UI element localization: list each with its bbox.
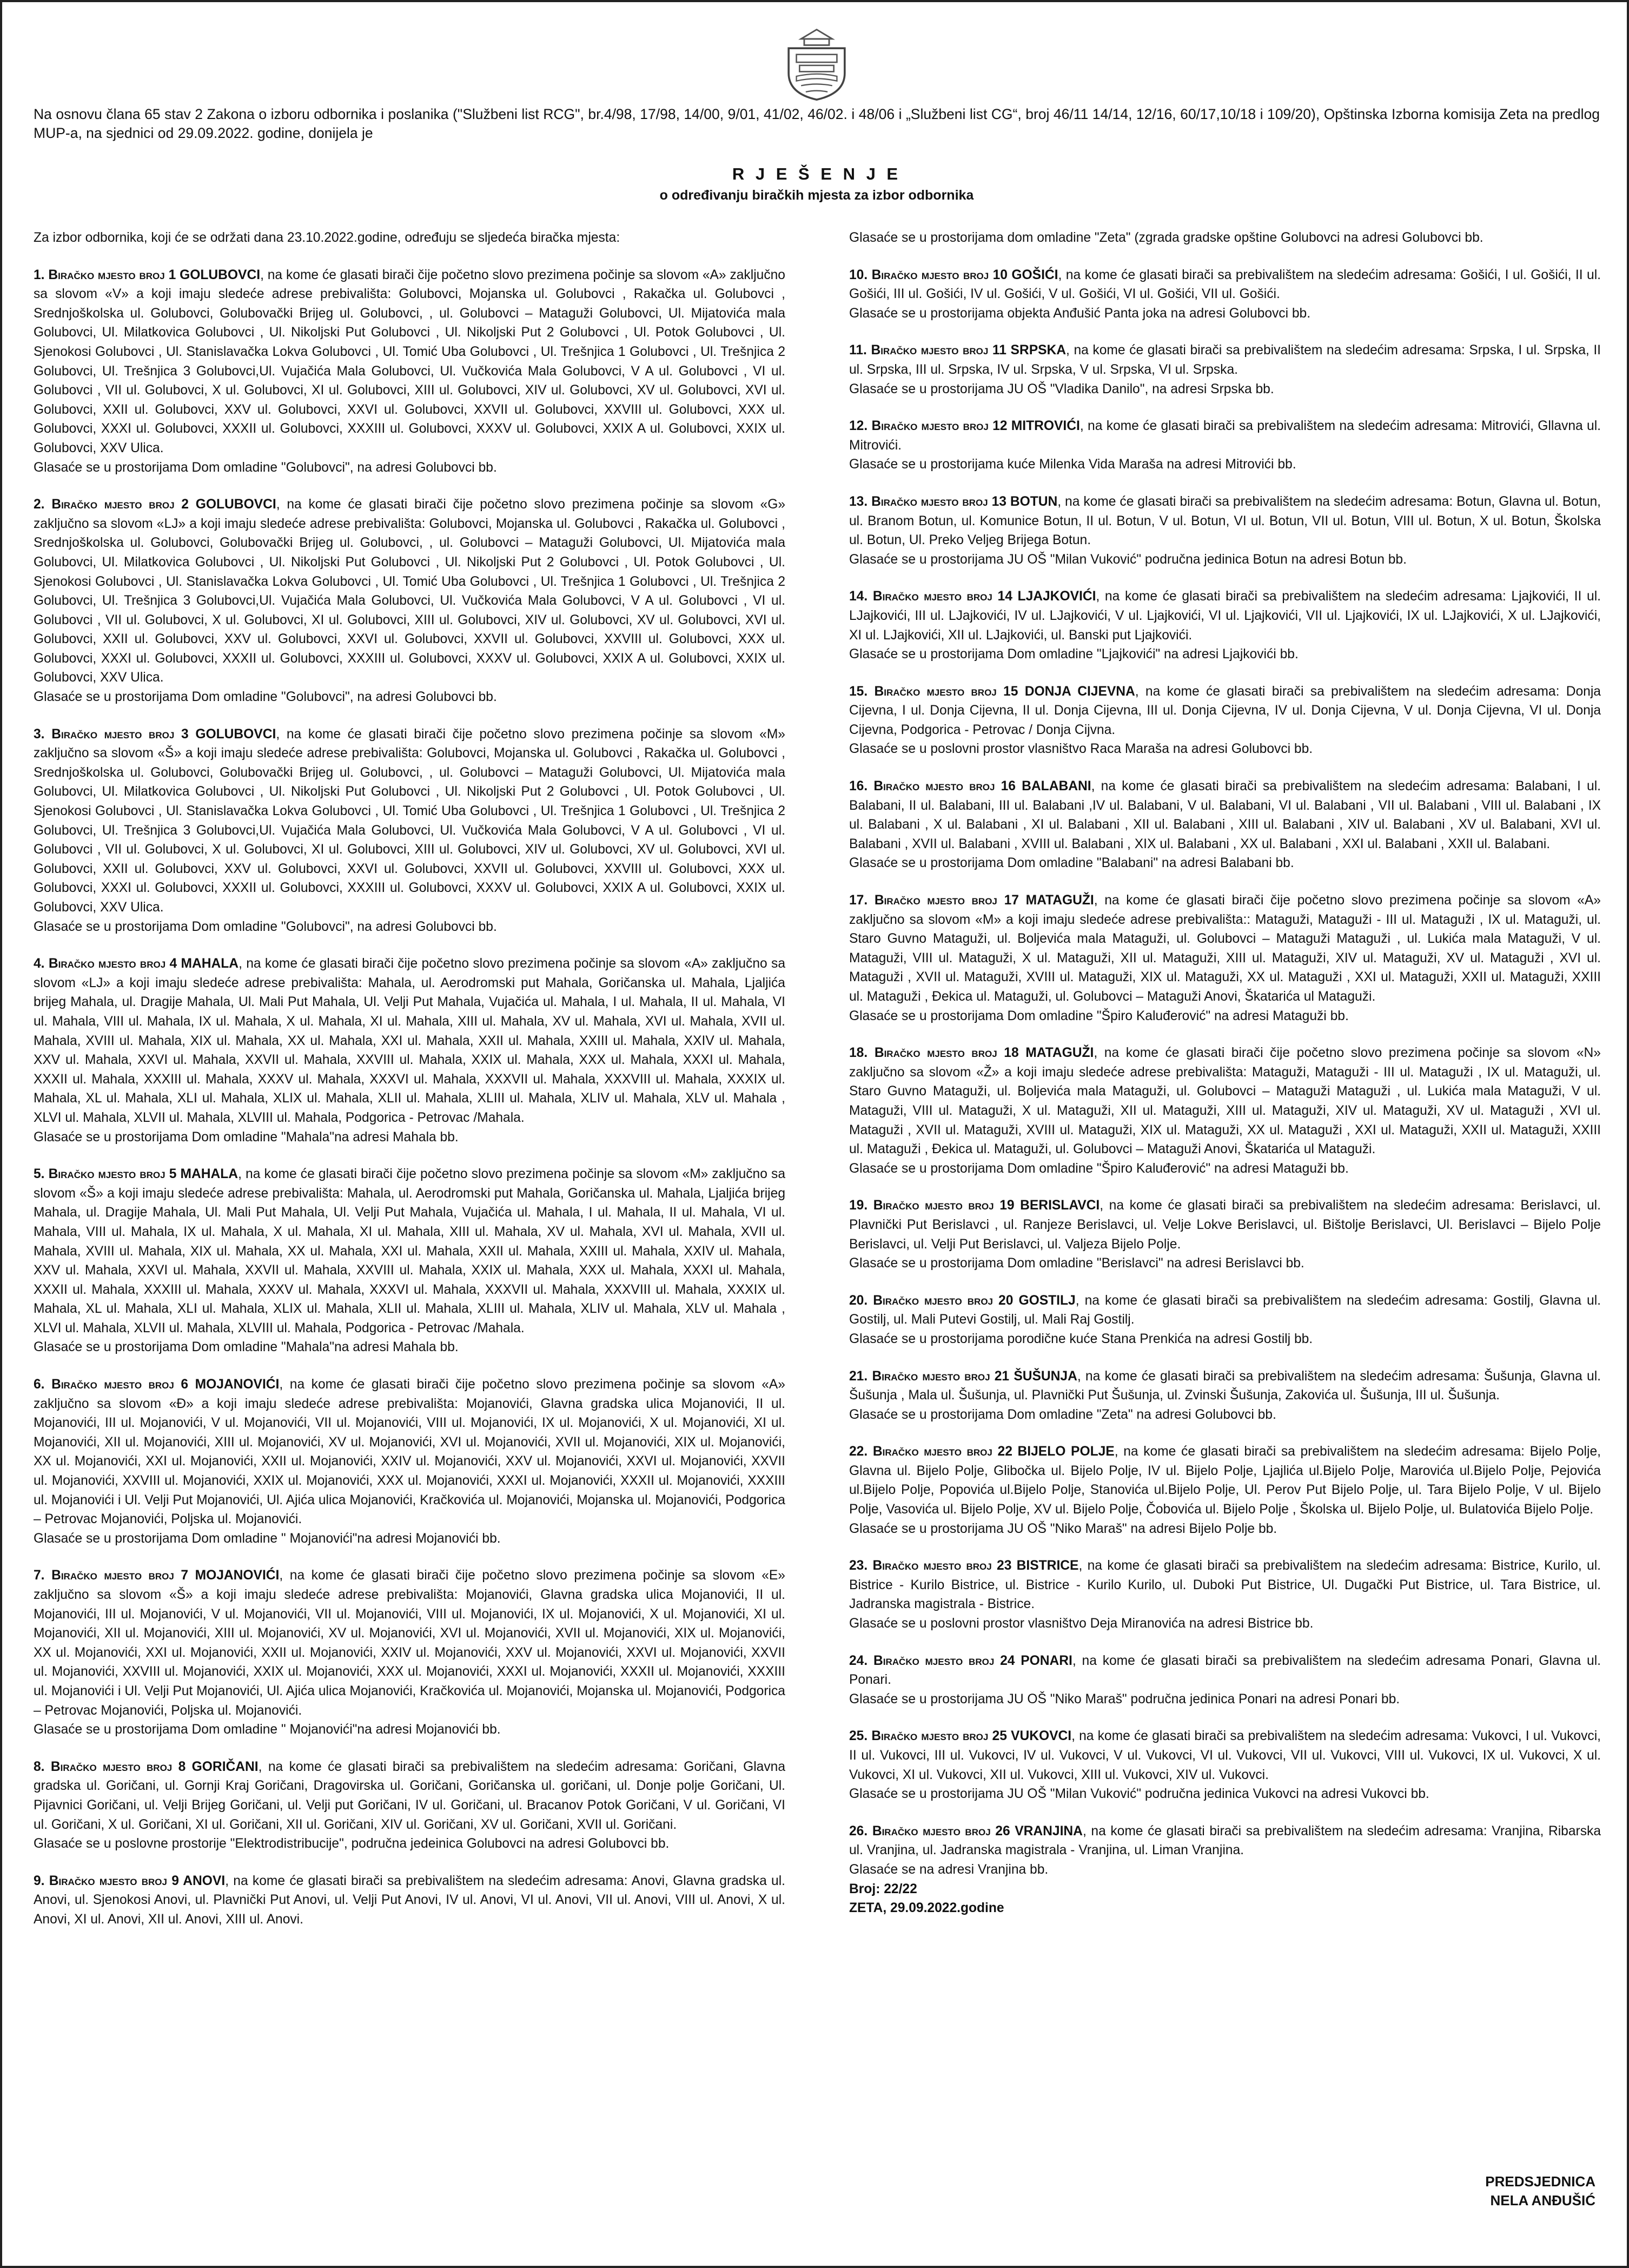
item-number: 9. <box>34 1873 45 1888</box>
polling-station-item <box>849 587 1601 664</box>
item-number: 17. <box>849 893 868 908</box>
item-number: 25. <box>849 1729 868 1744</box>
polling-station-addresses: , na kome će glasati birači sa prebivalištem na sledećim adresama: Anovi, Glavna gradska ul. Anovi, ul. Sjenokosi Anovi, ul. Plavnički Put Anovi, ul. Velji Put Anovi, IV ul. Anovi, VI ul. Anovi, VII ul. Anovi, VIII ul. Anovi, X ul. Anovi, XI ul. Anovi, XII ul. Anovi, XIII ul. Anovi. <box>34 1873 786 1927</box>
document-title: R J E Š E N J E <box>732 164 902 183</box>
polling-station-venue: Glasaće se u prostorijama Dom omladine "Mahala"na adresi Mahala bb. <box>34 1129 459 1145</box>
polling-station-heading: Biračko mjesto broj 23 BISTRICE <box>872 1558 1079 1573</box>
left-items <box>34 266 785 1929</box>
polling-station-addresses: , na kome će glasati birači sa prebivalištem na sledećim adresama: Mitrovići, Gllavna ul. Mitrovići. <box>849 419 1601 453</box>
polling-station-heading: Biračko mjesto broj 2 GOLUBOVCI <box>51 497 276 512</box>
polling-station-item <box>849 1367 1601 1425</box>
polling-station-heading: Biračko mjesto broj 12 MITROVIĆI <box>871 419 1080 434</box>
polling-station-addresses: , na kome će glasati birači sa prebivalištem na sledećim adresama: Donja Cijevna, I ul. Donja Cijevna, II ul. Donja Cijevna, III ul. Donja Cijevna, IV ul. Donja Cijevna, V ul. Donja Cijevna, VI ul. Donja Cijevna, Podgorica - Petrovac / Donja Cijvna. <box>849 684 1601 737</box>
polling-station-item <box>849 1727 1601 1803</box>
item-number: 18. <box>849 1046 868 1061</box>
polling-station-addresses: , na kome će glasati birači čije početno slovo prezimena počinje sa slovom «M» zaključno sa slovom «Š» a koji imaju sledeće adrese prebivališta: Mahala, ul. Aerodromski put Mahala, Goričanska ul. Mahala, Ljaljića brijeg Mahala, ul. Dragije Mahala, Ul. Mali Put Mahala, Ul. Velji Put Mahala, Vujačića ul. Mahala, I ul. Mahala, II ul. Mahala, VI ul. Mahala, VIII ul. Mahala, IX ul. Mahala, X ul. Mahala, XI ul. Mahala, XIII ul. Mahala, XV ul. Mahala, XVI ul. Mahala, XVII ul. Mahala, XVIII ul. Mahala, XIX ul. Mahala, XX ul. Mahala, XXI ul. Mahala, XXII ul. Mahala, XXIII ul. Mahala, XXIV ul. Mahala, XXV ul. Mahala, XXVI ul. Mahala, XXVII ul. Mahala, XXVIII ul. Mahala, XXIX ul. Mahala, XXX ul. Mahala, XXXI ul. Mahala, XXXII ul. Mahala, XXXIII ul. Mahala, XXXV ul. Mahala, XXXVI ul. Mahala, XXXVII ul. Mahala, XXXVIII ul. Mahala, XXXIX ul. Mahala, XL ul. Mahala, XLI ul. Mahala, XLIX ul. Mahala, XLII ul. Mahala, XLIII ul. Mahala, XLIV ul. Mahala, XLV ul. Mahala , XLVI ul. Mahala, XLVII ul. Mahala, XLVIII ul. Mahala, Podgorica - Petrovac /Mahala. <box>34 1167 786 1335</box>
polling-station-venue: Glasaće se u prostorijama Dom omladine "Berislavci" na adresi Berislavci bb. <box>849 1256 1304 1271</box>
item-number: 15. <box>849 684 868 699</box>
item-number: 13. <box>849 494 868 509</box>
polling-station-heading: Biračko mjesto broj 16 BALABANI <box>873 779 1091 794</box>
lead-text: Za izbor odbornika, koji će se održati dana 23.10.2022.godine, određuju se sljedeća biračka mjesta: <box>34 230 620 245</box>
polling-station-heading: Biračko mjesto broj 24 PONARI <box>873 1653 1072 1668</box>
item-number: 24. <box>849 1653 868 1668</box>
polling-station-item <box>34 1375 785 1548</box>
polling-station-addresses: , na kome će glasati birači sa prebivalištem na sledećim adresama: Balabani, I ul. Balabani, II ul. Balabani, III ul. Balabani ,IV ul. Balabani, V ul. Balabani, VI ul. Balabani , VII ul. Balabani , VIII ul. Balabani , IX ul. Balabani , X ul. Balabani , XI ul. Balabani , XII ul. Balabani , XIII ul. Balabani , XIV ul. Balabani , XV ul. Balabani, XVI ul. Balabani , XVII ul. Balabani , XVIII ul. Balabani , XIX ul. Balabani , XX ul. Balabani , XXI ul. Balabani , XXII ul. Balabani. <box>849 779 1601 851</box>
polling-station-heading: Biračko mjesto broj 15 DONJA CIJEVNA <box>874 684 1135 699</box>
polling-station-heading: Biračko mjesto broj 26 VRANJINA <box>872 1823 1083 1839</box>
item-number: 11. <box>849 343 867 358</box>
right-items <box>849 266 1601 1880</box>
polling-station-item <box>34 1165 785 1357</box>
polling-station-venue: Glasaće se u prostorijama JU OŠ "Milan Vuković" područna jedinica Botun na adresi Botun bb. <box>849 552 1407 567</box>
coat-of-arms-emblem <box>778 24 856 104</box>
polling-station-addresses: , na kome će glasati birači čije početno slovo prezimena počinje sa slovom «A» zaključno sa slovom «LJ» a koji imaju sledeće adrese prebivališta: Mahala, ul. Aerodromski put Mahala, Goričanska ul. Mahala, Ljaljića brijeg Mahala, ul. Dragije Mahala, Ul. Mali Put Mahala, Ul. Velji Put Mahala, Vujačića ul. Mahala, I ul. Mahala, II ul. Mahala, VI ul. Mahala, VIII ul. Mahala, IX ul. Mahala, X ul. Mahala, XI ul. Mahala, XIII ul. Mahala, XV ul. Mahala, XVI ul. Mahala, XVII ul. Mahala, XVIII ul. Mahala, XIX ul. Mahala, XX ul. Mahala, XXI ul. Mahala, XXII ul. Mahala, XXIII ul. Mahala, XXIV ul. Mahala, XXV ul. Mahala, XXVI ul. Mahala, XXVII ul. Mahala, XXVIII ul. Mahala, XXIX ul. Mahala, XXX ul. Mahala, XXXI ul. Mahala, XXXII ul. Mahala, XXXIII ul. Mahala, XXXV ul. Mahala, XXXVI ul. Mahala, XXXVII ul. Mahala, XXXVIII ul. Mahala, XXXIX ul. Mahala, XL ul. Mahala, XLI ul. Mahala, XLIX ul. Mahala, XLII ul. Mahala, XLIII ul. Mahala, XLIV ul. Mahala, XLV ul. Mahala , XLVI ul. Mahala, XLVII ul. Mahala, XLVIII ul. Mahala, Podgorica - Petrovac /Mahala. <box>34 956 785 1125</box>
polling-station-item <box>849 1442 1601 1538</box>
item-number: 21. <box>849 1368 868 1384</box>
polling-station-heading: Biračko mjesto broj 6 MOJANOVIĆI <box>51 1377 280 1392</box>
polling-station-addresses: , na kome će glasati birači sa prebivalištem na sledećim adresama: Bistrice, Kurilo, ul. Bistrice - Kurilo Bistrice, ul. Bistrice - Kurilo Kurilo, ul. Duboki Put Bistrice, Ul. Dugački Put Bistrice, ul. Tara Bistrice, ul. Jadranska magistrala - Bistrice. <box>849 1558 1601 1612</box>
polling-station-heading: Biračko mjesto broj 14 LJAJKOVIĆI <box>872 589 1096 604</box>
polling-station-addresses: , na kome će glasati birači sa prebivalištem na sledećim adresama: Vukovci, I ul. Vukovci, II ul. Vukovci, III ul. Vukovci, IV ul. Vukovci, V ul. Vukovci, VI ul. Vukovci, VII ul. Vukovci, VIII ul. Vukovci, IX ul. Vukovci, X ul. Vukovci, XI ul. Vukovci, XII ul. Vukovci, XIII ul. Vukovci, XIV ul. Vukovci. <box>849 1729 1601 1782</box>
item-number: 10. <box>849 267 868 282</box>
polling-station-heading: Biračko mjesto broj 8 GORIČANI <box>50 1759 259 1774</box>
polling-station-item <box>849 1651 1601 1709</box>
polling-station-venue: Glasaće se u prostorijama kuće Milenka Vida Maraša na adresi Mitrovići bb. <box>849 457 1296 472</box>
polling-station-venue: Glasaće se u prostorijama Dom omladine "Golubovci", na adresi Golubovci bb. <box>34 690 497 705</box>
right-column <box>849 228 1601 1918</box>
polling-station-venue: Glasaće se u prostorijama Dom omladine "Zeta" na adresi Golubovci bb. <box>849 1407 1276 1422</box>
polling-station-addresses: , na kome će glasati birači sa prebivalištem na sledećim adresama Ponari, Glavna ul. Ponari. <box>849 1653 1601 1688</box>
polling-station-heading: Biračko mjesto broj 25 VUKOVCI <box>871 1729 1072 1744</box>
polling-station-venue: Glasaće se u prostorijama JU OŠ "Niko Maraš" područna jedinica Ponari na adresi Ponari bb. <box>849 1691 1400 1707</box>
left-column <box>34 228 785 1947</box>
item-number: 8. <box>34 1759 45 1774</box>
polling-station-addresses: , na kome će glasati birači čije početno slovo prezimena počinje sa slovom «A» zaključno sa slovom «M» a koji imaju sledeće adrese prebivališta:: Mataguži, Mataguži - III ul. Mataguži , IX ul. Mataguži, ul. Staro Guvno Mataguži, ul. Boljevića mala Mataguži, ul. Golubovci – Mataguži Mataguži , ul. Lukića mala Mataguži, V ul. Mataguži, VIII ul. Mataguži, X ul. Mataguži, XII ul. Mataguži, XIII ul. Mataguži, XIV ul. Mataguži, XV ul. Mataguži , XVI ul. Mataguži , XVII ul. Mataguži, XVIII ul. Mataguži, XIX ul. Mataguži, XX ul. Mataguži , XXI ul. Mataguži, XXII ul. Mataguži, XXIII ul. Mataguži , Đekica ul. Mataguži, ul. Golubovci – Mataguži Anovi, Škatarića ul Mataguži. <box>849 893 1601 1004</box>
polling-station-venue: Glasaće se u prostorijama JU OŠ "Vladika Danilo", na adresi Srpska bb. <box>849 381 1274 396</box>
decision-number: Broj: 22/22 <box>849 1881 917 1896</box>
item-number: 23. <box>849 1558 868 1573</box>
item-number: 12. <box>849 419 868 434</box>
signature-title: PREDSJEDNICA <box>1485 2173 1595 2190</box>
continued-venue: Glasaće se u prostorijama dom omladine "Zeta" (zgrada gradske opštine Golubovci na adresi Golubovci bb. <box>849 230 1484 245</box>
item-number: 7. <box>34 1568 45 1583</box>
polling-station-venue: Glasaće se u prostorijama objekta Anđušić Panta joka na adresi Golubovci bb. <box>849 306 1311 321</box>
intro-paragraph: Na osnovu člana 65 stav 2 Zakona o izboru odbornika i poslanika ("Službeni list RCG", br.4/98, 17/98, 14/00, 9/01, 41/02, 46/02. i 48/06 i „Službeni list CG“, broj 46/11 14/14, 12/16, 60/17,10/18 i 109/20), Opštinska Izborna komisija Zeta na predlog MUP-a, na sjednici od 29.09.2022. godine, donijela je <box>34 106 1600 141</box>
polling-station-item <box>849 341 1601 399</box>
polling-station-heading: Biračko mjesto broj 5 MAHALA <box>48 1167 239 1182</box>
item-number: 5. <box>34 1167 45 1182</box>
polling-station-addresses: , na kome će glasati birači čije početno slovo prezimena počinje sa slovom «E» zaključno sa slovom «Š» a koji imaju sledeće adrese prebivališta: Mojanovići, Glavna gradska ulica Mojanovići, II ul. Mojanovići, III ul. Mojanovići, V ul. Mojanovići, VII ul. Mojanovići, VIII ul. Mojanovići, IX ul. Mojanovići, X ul. Mojanovići, XI ul. Mojanovići, XII ul. Mojanovići, XIII ul. Mojanovići, XV ul. Mojanovići, XVI ul. Mojanovići, XVII ul. Mojanovići, XIX ul. Mojanovići, XX ul. Mojanovići, XXI ul. Mojanovići, XXII ul. Mojanovići, XXIV ul. Mojanovići, XXV ul. Mojanovići, XXVI ul. Mojanovići, XXVII ul. Mojanovići, XXVIII ul. Mojanovići, XXIX ul. Mojanovići, XXX ul. Mojanovići, XXXI ul. Mojanovići, XXXII ul. Mojanovići, XXXIII ul. Mojanovići i Ul. Velji Put Mojanovići, Ul. Ajića ulica Mojanovići, Kračkovića ul. Mojanovići, Mojanska ul. Mojanovići, Podgorica – Petrovac Mojanovići, Poljska ul. Mojanovići. <box>34 1568 785 1718</box>
polling-station-addresses: , na kome će glasati birači sa prebivalištem na sledećim adresama: Botun, Glavna ul. Botun, ul. Branom Botun, ul. Komunice Botun, II ul. Botun, V ul. Botun, VI ul. Botun, VII ul. Botun, VIII ul. Botun, X ul. Botun, Školska ul. Botun, Ul. Preko Veljeg Brijega Botun. <box>849 494 1601 548</box>
polling-station-venue: Glasaće se u prostorijama Dom omladine "Golubovci", na adresi Golubovci bb. <box>34 919 497 934</box>
polling-station-heading: Biračko mjesto broj 22 BIJELO POLJE <box>872 1444 1115 1459</box>
polling-station-venue: Glasaće se u prostorijama Dom omladine "Balabani" na adresi Balabani bb. <box>849 856 1294 871</box>
polling-station-addresses: , na kome će glasati birači sa prebivalištem na sledećim adresama: Srpska, I ul. Srpska, II ul. Srpska, III ul. Srpska, IV ul. Srpska, V ul. Srpska, VI ul. Srpska. <box>849 343 1601 377</box>
document-subtitle: o određivanju biračkih mjesta za izbor odbornika <box>659 188 974 203</box>
polling-station-addresses: , na kome će glasati birači sa prebivalištem na sledećim adresama: Gošići, I ul. Gošići, II ul. Gošići, III ul. Gošići, IV ul. Gošići, V ul. Gošići, VI ul. Gošići, VII ul. Gošići. <box>849 267 1601 302</box>
polling-station-venue: Glasaće se u prostorijama Dom omladine " Mojanovići"na adresi Mojanovići bb. <box>34 1722 501 1737</box>
polling-station-addresses: , na kome će glasati birači čije početno slovo prezimena počinje sa slovom «M» zaključno sa slovom «Š» a koji imaju sledeće adrese prebivališta: Golubovci, Mojanska ul. Golubovci , Rakačka ul. Golubovci , Srednjoškolska ul. Golubovci, Golubovački Brijeg ul. Golubovci, , ul. Golubovci – Mataguži Golubovci, Ul. Mijatovića mala Golubovci, Ul. Milatkovica Golubovci , Ul. Nikoljski Put Golubovci , Ul. Nikoljski Put 2 Golubovci , Ul. Potok Golubovci , Ul. Sjenokosi Golubovci , Ul. Stanislavačka Lokva Golubovci , Ul. Tomić Uba Golubovci , Ul. Trešnjica 1 Golubovci , Ul. Trešnjica 2 Golubovci, Ul. Trešnjica 3 Golubovci,Ul. Vujačića Mala Golubovci, Ul. Vučkovića Mala Golubovci, V A ul. Golubovci , VI ul. Golubovci , VII ul. Golubovci, X ul. Golubovci, XI ul. Golubovci, XIII ul. Golubovci, XIV ul. Golubovci, XV ul. Golubovci, XVI ul. Golubovci, XXII ul. Golubovci, XXV ul. Golubovci, XXVI ul. Golubovci, XXVII ul. Golubovci, XXVIII ul. Golubovci, XXX ul. Golubovci, XXXI ul. Golubovci, XXXII ul. Golubovci, XXXIII ul. Golubovci, XXXV ul. Golubovci, XXIX A ul. Golubovci, XXIX ul. Golubovci, XXV Ulica. <box>34 726 785 915</box>
polling-station-venue: Glasaće se u prostorijama porodične kuće Stana Prenkića na adresi Gostilj bb. <box>849 1331 1313 1346</box>
polling-station-heading: Biračko mjesto broj 20 GOSTILJ <box>873 1293 1076 1308</box>
item-number: 2. <box>34 497 45 512</box>
polling-station-venue: Glasaće se u poslovni prostor vlasništvo Deja Miranovića na adresi Bistrice bb. <box>849 1616 1314 1631</box>
polling-station-heading: Biračko mjesto broj 9 ANOVI <box>49 1873 226 1888</box>
polling-station-item <box>34 1757 785 1854</box>
polling-station-addresses: , na kome će glasati birači čije početno slovo prezimena počinje sa slovom «A» zaključno sa slovom «V» a koji imaju sledeće adrese prebivališta: Golubovci, Mojanska ul. Golubovci , Rakačka ul. Golubovci , Srednjoškolska ul. Golubovci, Golubovački Brijeg ul. Golubovci, , ul. Golubovci – Mataguži Golubovci, Ul. Mijatovića mala Golubovci, Ul. Milatkovica Golubovci , Ul. Nikoljski Put Golubovci , Ul. Nikoljski Put 2 Golubovci , Ul. Potok Golubovci , Ul. Sjenokosi Golubovci , Ul. Stanislavačka Lokva Golubovci , Ul. Tomić Uba Golubovci , Ul. Trešnjica 1 Golubovci , Ul. Trešnjica 2 Golubovci, Ul. Trešnjica 3 Golubovci,Ul. Vujačića Mala Golubovci, Ul. Vučkovića Mala Golubovci, V A ul. Golubovci , VI ul. Golubovci , VII ul. Golubovci, X ul. Golubovci, XI ul. Golubovci, XIII ul. Golubovci, XIV ul. Golubovci, XV ul. Golubovci, XVI ul. Golubovci, XXII ul. Golubovci, XXV ul. Golubovci, XXVI ul. Golubovci, XXVII ul. Golubovci, XXVIII ul. Golubovci, XXX ul. Golubovci, XXXI ul. Golubovci, XXXII ul. Golubovci, XXXIII ul. Golubovci, XXXV ul. Golubovci, XXIX A ul. Golubovci, XXIX ul. Golubovci, XXV Ulica. <box>34 267 785 455</box>
polling-station-venue: Glasaće se u prostorijama Dom omladine "Špiro Kaluđerović" na adresi Mataguži bb. <box>849 1161 1349 1176</box>
polling-station-venue: Glasaće se na adresi Vranjina bb. <box>849 1862 1049 1877</box>
polling-station-venue: Glasaće se u prostorijama JU OŠ "Milan Vuković" područna jedinica Vukovci na adresi Vukovci bb. <box>849 1787 1429 1802</box>
signature-name: NELA ANĐUŠIĆ <box>1490 2192 1595 2209</box>
polling-station-item <box>34 954 785 1147</box>
polling-station-item <box>849 266 1601 323</box>
polling-station-item <box>849 1556 1601 1633</box>
polling-station-item <box>849 1196 1601 1273</box>
polling-station-item <box>849 492 1601 569</box>
item-number: 22. <box>849 1444 868 1459</box>
polling-station-item <box>34 725 785 937</box>
polling-station-venue: Glasaće se u prostorijama Dom omladine "Špiro Kaluđerović" na adresi Mataguži bb. <box>849 1008 1349 1023</box>
polling-station-addresses: , na kome će glasati birači sa prebivalištem na sledećim adresama: Bijelo Polje, Glavna ul. Bijelo Polje, Glibočka ul. Bijelo Polje, IV ul. Bijelo Polje, Ljajlića ul.Bijelo Polje, Marovića ul.Bijelo Polje, Pejovića ul.Bijelo Polje, Popovića ul.Bijelo Polje, Stanovića ul.Bijelo Polje, Ul. Perov Put Bijelo Polje, ul. Tara Bijelo Polje, V ul. Bijelo Polje, Vasovića ul. Bijelo Polje, XV ul. Bijelo Polje, Čobovića ul. Bijelo Polje , Školska ul. Bijelo Polje, ul. Bulatovića Bijelo Polje. <box>849 1444 1601 1517</box>
polling-station-item <box>34 266 785 478</box>
polling-station-addresses: , na kome će glasati birači sa prebivalištem na sledećim adresama: Goričani, Glavna gradska ul. Goričani, ul. Gornji Kraj Goričani, Dragovirska ul. Goričani, Goričanska ul. goričani, ul. Donje polje Goričani, Ul. Pijavnici Goričani, ul. Velji Brijeg Goričani, ul. Velji put Goričani, IV ul. Goričani, ul. Bracanov Potok Goričani, V ul. Goričani, VI ul. Goričani, X ul. Goričani, XI ul. Goričani, XII ul. Goričani, XIV ul. Goričani, XV ul. Goričani, XVII ul. Goričani. <box>34 1759 786 1832</box>
polling-station-item <box>849 1822 1601 1880</box>
polling-station-venue: Glasaće se u poslovni prostor vlasništvo Raca Maraša na adresi Golubovci bb. <box>849 742 1313 757</box>
item-number: 16. <box>849 779 868 794</box>
item-number: 4. <box>34 956 45 971</box>
polling-station-venue: Glasaće se u poslovne prostorije "Elektrodistribucije", područna jedeinica Golubovci na adresi Golubovci bb. <box>34 1836 670 1852</box>
polling-station-venue: Glasaće se u prostorijama Dom omladine "Mahala"na adresi Mahala bb. <box>34 1340 459 1355</box>
item-number: 20. <box>849 1293 868 1308</box>
polling-station-heading: Biračko mjesto broj 17 MATAGUŽI <box>874 893 1094 908</box>
polling-station-item <box>849 891 1601 1026</box>
polling-station-venue: Glasaće se u prostorijama Dom omladine " Mojanovići"na adresi Mojanovići bb. <box>34 1531 501 1546</box>
item-number: 14. <box>849 589 868 604</box>
polling-station-item <box>849 1043 1601 1178</box>
polling-station-heading: Biračko mjesto broj 7 MOJANOVIĆI <box>51 1568 280 1583</box>
polling-station-addresses: , na kome će glasati birači sa prebivalištem na sledećim adresama: Gostilj, Glavna ul. Gostilj, ul. Mali Putevi Gostilj, ul. Mali Raj Gostilj. <box>849 1293 1601 1327</box>
polling-station-item <box>849 682 1601 759</box>
polling-station-venue: Glasaće se u prostorijama Dom omladine "Golubovci", na adresi Golubovci bb. <box>34 460 497 475</box>
place-date: ZETA, 29.09.2022.godine <box>849 1901 1004 1916</box>
polling-station-item <box>849 1291 1601 1349</box>
polling-station-venue: Glasaće se u prostorijama Dom omladine "Ljajkovići" na adresi Ljajkovići bb. <box>849 647 1299 662</box>
polling-station-addresses: , na kome će glasati birači sa prebivalištem na sledećim adresama: Vranjina, Ribarska ul. Vranjina, ul. Jadranska magistrala - Vranjina, ul. Liman Vranjina. <box>849 1823 1601 1858</box>
polling-station-item <box>34 1872 785 1929</box>
polling-station-venue: Glasaće se u prostorijama JU OŠ "Niko Maraš" na adresi Bijelo Polje bb. <box>849 1521 1277 1536</box>
item-number: 19. <box>849 1198 868 1213</box>
item-number: 6. <box>34 1377 45 1392</box>
polling-station-heading: Biračko mjesto broj 10 GOŠIĆI <box>871 267 1058 282</box>
polling-station-heading: Biračko mjesto broj 21 ŠUŠUNJA <box>872 1368 1077 1384</box>
polling-station-item <box>849 416 1601 474</box>
polling-station-addresses: , na kome će glasati birači čije početno slovo prezimena počinje sa slovom «N» zaključno sa slovom «Ž» a koji imaju sledeće adrese prebivališta: Mataguži, Mataguži - III ul. Mataguži , IX ul. Mataguži, ul. Staro Guvno Mataguži, ul. Boljevića mala Mataguži, ul. Golubovci – Mataguži Mataguži , ul. Lukića mala Mataguži, V ul. Mataguži, VIII ul. Mataguži, X ul. Mataguži, XII ul. Mataguži, XIII ul. Mataguži, XIV ul. Mataguži, XV ul. Mataguži , XVI ul. Mataguži , XVII ul. Mataguži, XVIII ul. Mataguži, XIX ul. Mataguži, XX ul. Mataguži , XXI ul. Mataguži, XXII ul. Mataguži, XXIII ul. Mataguži , Đekica ul. Mataguži, ul. Golubovci – Mataguži Anovi, Škatarića ul Mataguži. <box>849 1046 1601 1157</box>
polling-station-heading: Biračko mjesto broj 13 BOTUN <box>871 494 1058 509</box>
polling-station-item <box>34 495 785 707</box>
polling-station-heading: Biračko mjesto broj 1 GOLUBOVCI <box>48 267 261 282</box>
polling-station-addresses: , na kome će glasati birači sa prebivalištem na sledećim adresama: Šušunja, Glavna ul. Šušunja , Mala ul. Šušunja, ul. Plavnički Put Šušunja, ul. Zvinski Šušunja, Zakovića ul. Šušunja, III ul. Šušunja. <box>849 1368 1601 1403</box>
item-number: 3. <box>34 726 45 742</box>
polling-station-item <box>849 777 1601 873</box>
item-number: 26. <box>849 1823 868 1839</box>
polling-station-heading: Biračko mjesto broj 4 MAHALA <box>48 956 239 971</box>
polling-station-item <box>34 1566 785 1739</box>
polling-station-heading: Biračko mjesto broj 3 GOLUBOVCI <box>51 726 276 742</box>
polling-station-addresses: , na kome će glasati birači čije početno slovo prezimena počinje sa slovom «A» zaključno sa slovom «Đ» a koji imaju sledeće adrese prebivališta: Mojanovići, Glavna gradska ulica Mojanovići, II ul. Mojanovići, III ul. Mojanovići, V ul. Mojanovići, VII ul. Mojanovići, VIII ul. Mojanovići, IX ul. Mojanovići, X ul. Mojanovići, XI ul. Mojanovići, XII ul. Mojanovići, XIII ul. Mojanovići, XV ul. Mojanovići, XVI ul. Mojanovići, XVII ul. Mojanovići, XIX ul. Mojanovići, XX ul. Mojanovići, XXI ul. Mojanovići, XXII ul. Mojanovići, XXIV ul. Mojanovići, XXV ul. Mojanovići, XXVI ul. Mojanovići, XXVII ul. Mojanovići, XXVIII ul. Mojanovići, XXIX ul. Mojanovići, XXX ul. Mojanovići, XXXI ul. Mojanovići, XXXII ul. Mojanovići, XXXIII ul. Mojanovići i Ul. Velji Put Mojanovići, Ul. Ajića ulica Mojanovići, Kračkovića ul. Mojanovići, Mojanska ul. Mojanovići, Podgorica – Petrovac Mojanovići, Poljska ul. Mojanovići. <box>34 1377 785 1527</box>
polling-station-addresses: , na kome će glasati birači sa prebivalištem na sledećim adresama: Berislavci, ul. Plavnički Put Berislavci , ul. Ranjeze Berislavci, ul. Velje Lokve Berislavci, ul. Bištolje Berislavci, Ul. Berislavci – Bijelo Polje Berislavci, ul. Velji Put Berislavci, ul. Valjeza Bijelo Polje. <box>849 1198 1601 1252</box>
polling-station-heading: Biračko mjesto broj 18 MATAGUŽI <box>874 1046 1094 1061</box>
polling-station-heading: Biračko mjesto broj 11 SRPSKA <box>871 343 1067 358</box>
polling-station-addresses: , na kome će glasati birači čije početno slovo prezimena počinje sa slovom «G» zaključno sa slovom «LJ» a koji imaju sledeće adrese prebivališta: Golubovci, Mojanska ul. Golubovci , Rakačka ul. Golubovci , Srednjoškolska ul. Golubovci, Golubovački Brijeg ul. Golubovci, , ul. Golubovci – Mataguži Golubovci, Ul. Mijatovića mala Golubovci, Ul. Milatkovica Golubovci , Ul. Nikoljski Put Golubovci , Ul. Nikoljski Put 2 Golubovci , Ul. Potok Golubovci , Ul. Sjenokosi Golubovci , Ul. Stanislavačka Lokva Golubovci , Ul. Tomić Uba Golubovci , Ul. Trešnjica 1 Golubovci , Ul. Trešnjica 2 Golubovci, Ul. Trešnjica 3 Golubovci,Ul. Vujačića Mala Golubovci, Ul. Vučkovića Mala Golubovci, V A ul. Golubovci , VI ul. Golubovci , VII ul. Golubovci, X ul. Golubovci, XI ul. Golubovci, XIII ul. Golubovci, XIV ul. Golubovci, XV ul. Golubovci, XVI ul. Golubovci, XXII ul. Golubovci, XXV ul. Golubovci, XXVI ul. Golubovci, XXVII ul. Golubovci, XXVIII ul. Golubovci, XXX ul. Golubovci, XXXI ul. Golubovci, XXXII ul. Golubovci, XXXIII ul. Golubovci, XXXV ul. Golubovci, XXIX A ul. Golubovci, XXIX ul. Golubovci, XXV Ulica. <box>34 497 786 685</box>
item-number: 1. <box>34 267 45 282</box>
polling-station-addresses: , na kome će glasati birači sa prebivalištem na sledećim adresama: Ljajkovići, II ul. LJajkovići, III ul. LJajkovići, IV ul. LJajkovići, V ul. Ljajkovići, VI ul. Ljajkovići, VII ul. Ljajkovići, IX ul. LJajkovići, X ul. LJajkovići, XI ul. LJajkovići, XII ul. LJajkovići, ul. Banski put Ljajkovići. <box>849 589 1601 643</box>
signature-block <box>1485 2172 1595 2210</box>
polling-station-heading: Biračko mjesto broj 19 BERISLAVCI <box>873 1198 1100 1213</box>
